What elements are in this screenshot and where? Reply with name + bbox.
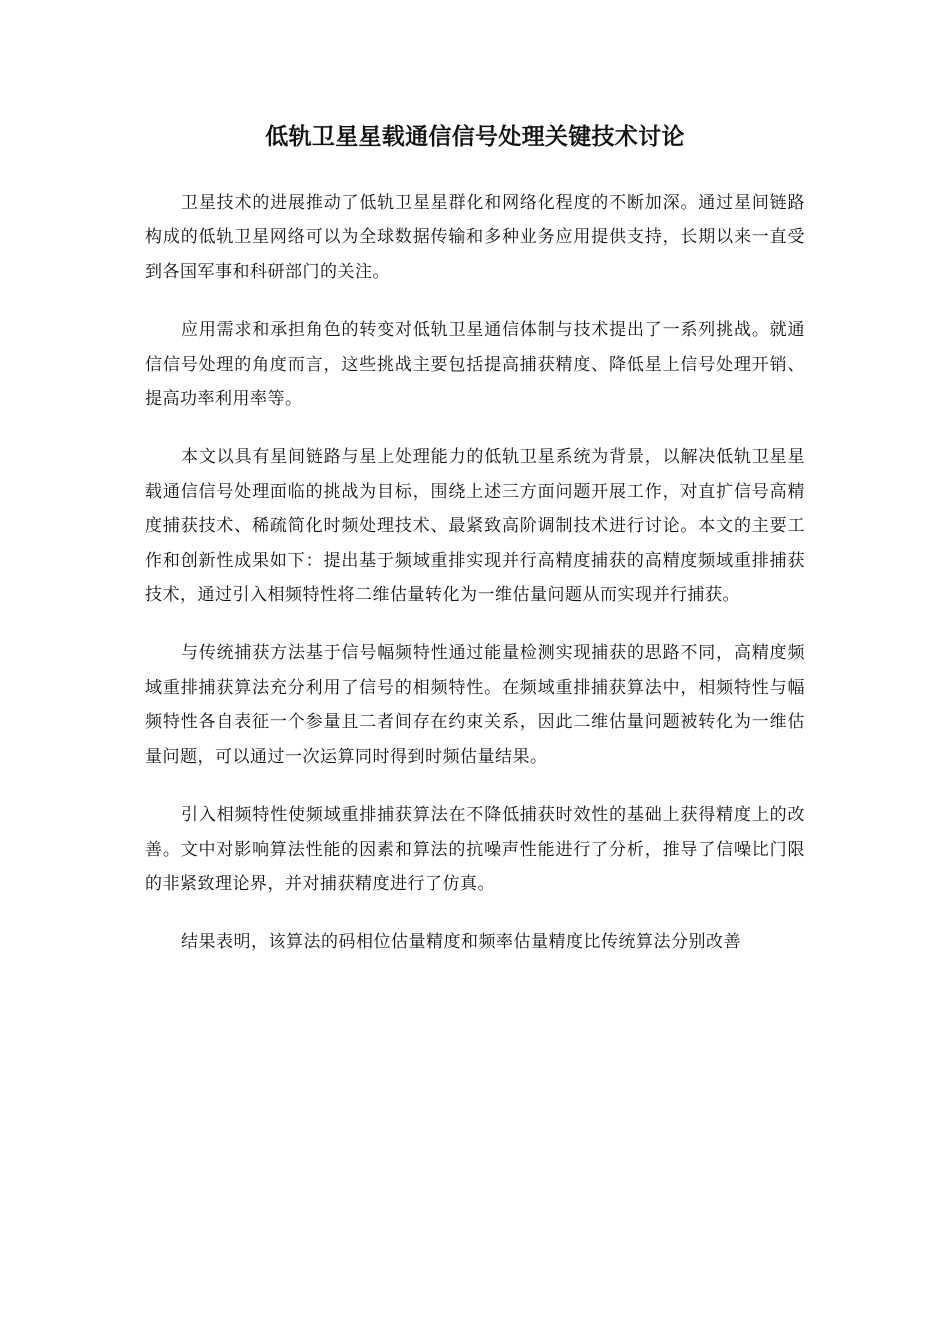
paragraph: 卫星技术的进展推动了低轨卫星星群化和网络化程度的不断加深。通过星间链路构成的低轨卫星网络可以为全球数据传输和多种业务应用提供支持，长期以来一直受到各国军事和科研部门的关注。 xyxy=(145,193,805,282)
document-title: 低轨卫星星载通信信号处理关键技术讨论 xyxy=(265,123,685,150)
paragraph: 本文以具有星间链路与星上处理能力的低轨卫星系统为背景，以解决低轨卫星星载通信信号处理面临的挑战为目标，围绕上述三方面问题开展工作，对直扩信号高精度捕获技术、稀疏简化时频处理技术、最紧致高阶调制技术进行讨论。本文的主要工作和创新性成果如下：提出基于频域重排实现并行高精度捕获的高精度频域重排捕获技术，通过引入相频特性将二维估量转化为一维估量问题从而实现并行捕获。 xyxy=(145,447,805,606)
paragraph: 与传统捕获方法基于信号幅频特性通过能量检测实现捕获的思路不同，高精度频域重排捕获算法充分利用了信号的相频特性。在频域重排捕获算法中，相频特性与幅频特性各自表征一个参量且二者间存在约束关系，因此二维估量问题被转化为一维估量问题，可以通过一次运算同时得到时频估量结果。 xyxy=(145,643,805,767)
paragraph: 应用需求和承担角色的转变对低轨卫星通信体制与技术提出了一系列挑战。就通信信号处理的角度而言，这些挑战主要包括提高捕获精度、降低星上信号处理开销、提高功率利用率等。 xyxy=(145,320,805,410)
document-body xyxy=(145,186,805,984)
paragraph: 引入相频特性使频域重排捕获算法在不降低捕获时效性的基础上获得精度上的改善。文中对影响算法性能的因素和算法的抗噪声性能进行了分析，推导了信噪比门限的非紧致理论界，并对捕获精度进行了仿真。 xyxy=(145,805,805,894)
paragraph: 结果表明，该算法的码相位估量精度和频率估量精度比传统算法分别改善 xyxy=(181,932,741,953)
